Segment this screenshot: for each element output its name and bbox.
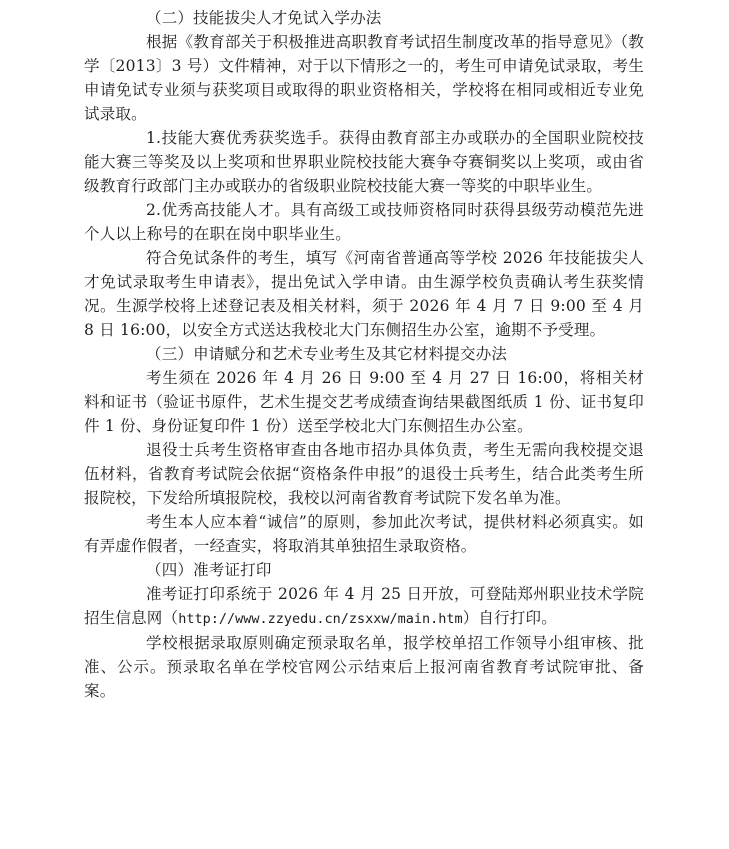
print-text-after: ）自行打印。 [462,609,557,627]
section2-heading: （二）技能拔尖人才免试入学办法 [146,9,382,27]
section4-approval-paragraph: 学校根据录取原则确定预录取名单，报学校单招工作领导小组审核、批准、公示。预录取名单在学校官网公示结束后上报河南省教育考试院审批、备案。 [84,634,644,700]
section4-heading: （四）准考证打印 [146,561,272,579]
section3-veterans-paragraph: 退役士兵考生资格审查由各地市招办具体负责，考生无需向我校提交退伍材料，省教育考试院会依据“资格条件申报”的退役士兵考生，结合此类考生所报院校，下发给所填报院校，我校以河南省教育考试院下发名单为准。 [84,441,644,507]
section2-item-2: 2.优秀高技能人才。具有高级工或技师资格同时获得县级劳动模范先进个人以上称号的在职在岗中职毕业生。 [84,201,644,243]
section4-print-paragraph [84,582,644,631]
admission-website-link[interactable]: http://www.zzyedu.cn/zsxxw/main.htm [178,611,463,627]
document-body [84,6,644,703]
section3-integrity-paragraph: 考生本人应本着“诚信”的原则，参加此次考试，提供材料必须真实。如有弄虚作假者，一经查实，将取消其单独招生录取资格。 [84,513,644,555]
section3-heading: （三）申请赋分和艺术专业考生及其它材料提交办法 [146,345,508,363]
section2-item-1: 1.技能大赛优秀获奖选手。获得由教育部主办或联办的全国职业院校技能大赛三等奖及以上奖项和世界职业院校技能大赛争夺赛铜奖以上奖项，或由省级教育行政部门主办或联办的省级职业院校技能大赛一等奖的中职毕业生。 [84,129,644,195]
print-text-before: 准考证打印系统于 2026 年 4 月 25 日开放，可登陆郑州职业技术学院招生信息网（ [84,585,644,627]
section2-intro-paragraph: 根据《教育部关于积极推进高职教育考试招生制度改革的指导意见》（教学〔2013〕3 号）文件精神，对于以下情形之一的，考生可申请免试录取，考生申请免试专业须与获奖项目或取得的职业资格相关，学校将在相同或相近专业免试录取。 [84,33,644,123]
section3-materials-paragraph: 考生须在 2026 年 4 月 26 日 9:00 至 4 月 27 日 16:00，将相关材料和证书（验证书原件，艺术生提交艺考成绩查询结果截图纸质 1 份、证书复印件 1 份、身份证复印件 1 份）送至学校北大门东侧招生办公室。 [84,369,644,435]
section2-procedure-paragraph: 符合免试条件的考生，填写《河南省普通高等学校 2026 年技能拔尖人才免试录取考生申请表》，提出免试入学申请。由生源学校负责确认考生获奖情况。生源学校将上述登记表及相关材料，须于 2026 年 4 月 7 日 9:00 至 4 月 8 日 16:00，以安全方式送达我校北大门东侧招生办公室，逾期不予受理。 [84,249,644,339]
